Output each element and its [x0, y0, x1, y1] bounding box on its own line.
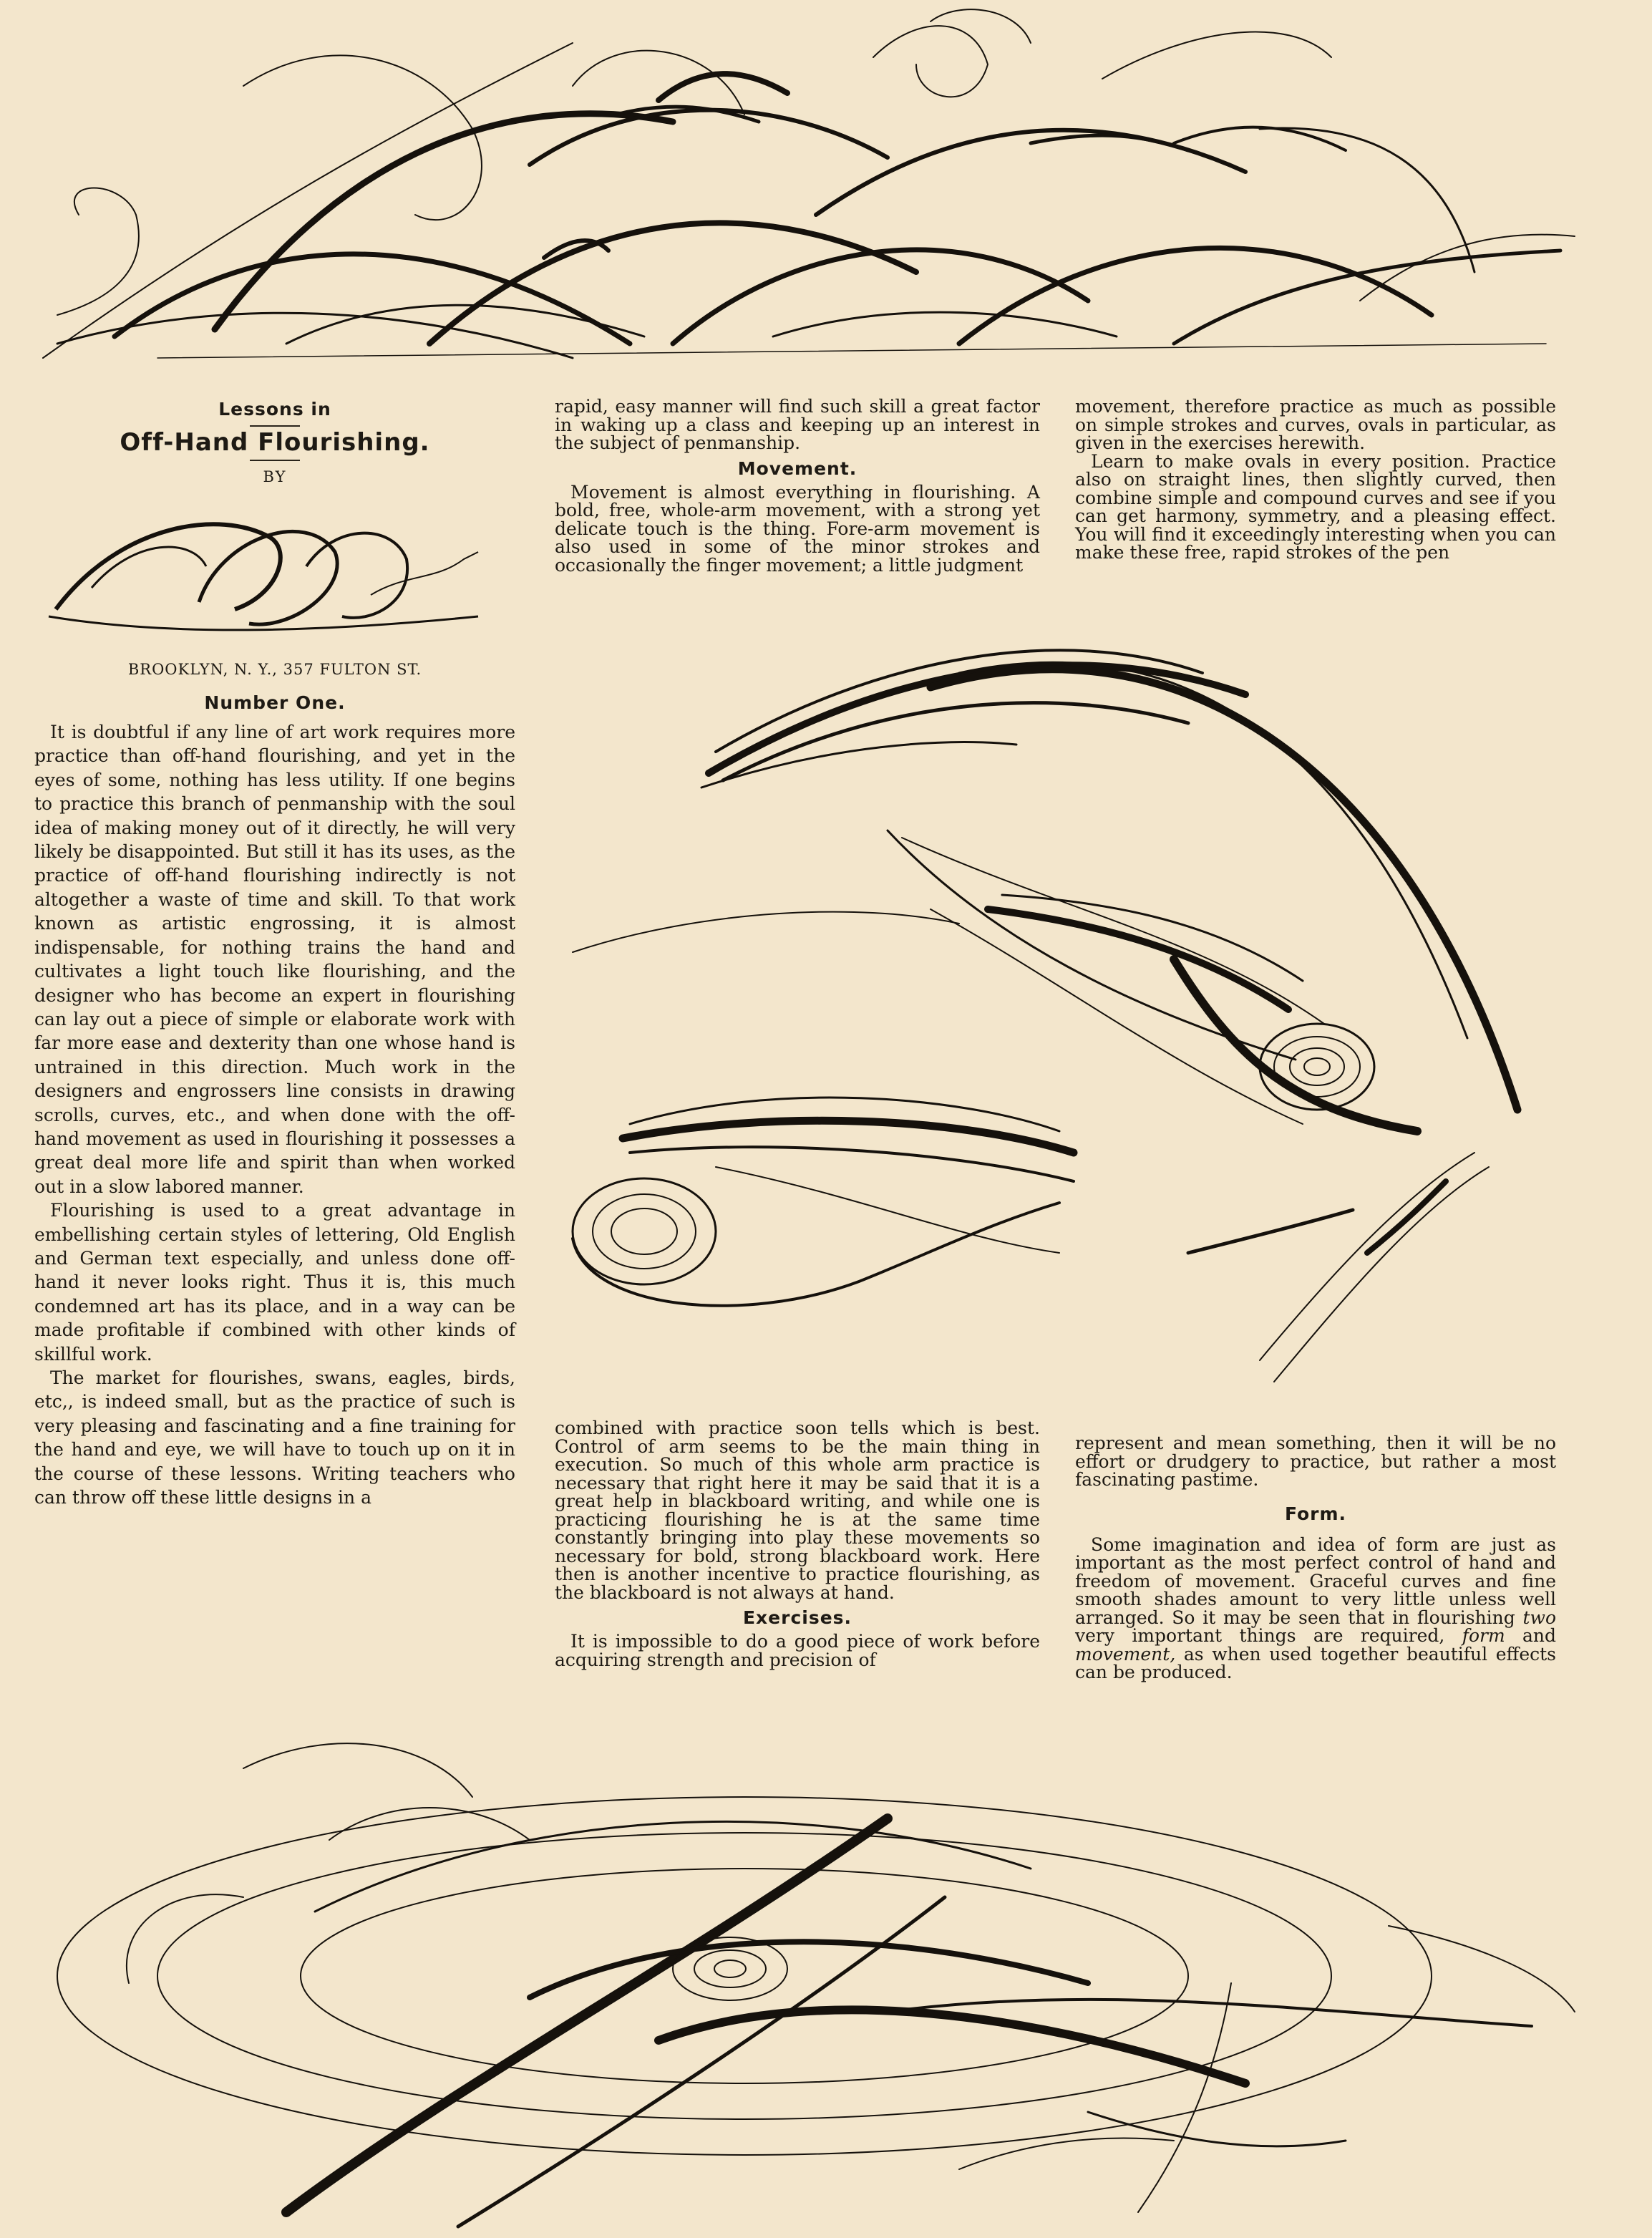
byline: BY [263, 468, 287, 485]
middle-column-top [555, 397, 1040, 574]
exercises-text: It is impossible to do a good piece of work before acquiring strength and precision of [555, 1631, 1040, 1670]
divider [250, 425, 300, 427]
movement-text: Movement is almost everything in flourishing. A bold, free, whole-arm movement, with a strong yet delicate touch is the thing. Fore-arm movement is also used in some of the minor strokes and occasionally the finger movement; a little judgment [555, 481, 1040, 576]
left-column [34, 397, 515, 1509]
form-text-end: as when used together beautiful effects can be produced. [1075, 1643, 1556, 1683]
center-flourish-exercises [558, 609, 1560, 1418]
address: BROOKLYN, N. Y., 357 FULTON ST. [127, 661, 422, 679]
author-signature [34, 495, 515, 645]
left-paragraph-1: It is doubtful if any line of art work requires more practice than off-hand flourishing, and yet in the eyes of some, nothing has less utility. If one begins to practice this branch of penmanship with the soul idea of making money out of it directly, he will very likely be disappointed. But still it has its uses, as the practice of off-hand flourishing indirectly is not altogether a waste of time and skill. To that work known as artistic engrossing, it is almost indispensable, for nothing trains the hand and cultivates a light touch like flourishing, and the designer who has become an expert in flourishing can lay out a piece of simple or elaborate work with far more ease and dexterity than one whose hand is untrained in this direction. Much work in the designers and engrossers line consists in drawing scrolls, curves, etc., and when done with the off-hand movement as used in flourishing it possesses a great deal more life and spirit than when worked out in a slow labored manner. [34, 722, 515, 1197]
movement-heading: Movement. [737, 457, 857, 479]
bottom-flourish-banner [29, 1711, 1618, 2234]
right-top-text-2: Learn to make ovals in every position. Practice also on straight lines, then slightly curved, then combine simple and compound curves and see if you can get harmony, symmetry, and a pleasing effect. You will find it exceedingly interesting when you can make these free, rapid strokes of the pen [1075, 450, 1556, 563]
form-em-movement: movement, [1075, 1643, 1176, 1665]
form-em-form: form [1462, 1625, 1505, 1647]
right-column-top [1075, 397, 1556, 562]
mid-bottom-text: combined with practice soon tells which is best. Control of arm seems to be the main thing in execution. So much of this whole arm practice is necessary that right here it may be said that it is a great help in blackboard writing, and while one is practicing flourishing he is at the same time constantly bringing into play these movements so necessary for bold, strong blackboard work. Here then is another incentive to practice flourishing, as the blackboard is not always at hand. [555, 1418, 1040, 1603]
top-flourish-banner [29, 0, 1603, 387]
article-kicker: Lessons in [218, 399, 331, 420]
mid-top-text: rapid, easy manner will find such skill a great factor in waking up a class and keeping up an interest in the subject of penmanship. [555, 396, 1040, 453]
divider [250, 460, 300, 461]
right-column-bottom [1075, 1434, 1556, 1682]
left-paragraph-3: The market for flourishes, swans, eagles, birds, etc,, is indeed small, but as the practice of such is very pleasing and fascinating and a fine training for the hand and eye, we will have to touch up on it in the course of these lessons. Writing teachers who can throw off these little designs in a [34, 1367, 515, 1508]
author-signature-graphic [34, 495, 515, 645]
number-heading: Number One. [204, 692, 346, 713]
form-text-and: and [1522, 1625, 1556, 1647]
middle-column-bottom [555, 1419, 1040, 1669]
form-text-start: Some imagination and idea of form are just as important as the most perfect control of hand and freedom of movement. Graceful curves and fine smooth shades amount to very little unless well arranged. So it may be seen that in flourishing [1075, 1534, 1556, 1628]
form-heading: Form. [1284, 1503, 1347, 1524]
form-em-two: two [1522, 1607, 1556, 1628]
right-top-text-1: movement, therefore practice as much as possible on simple strokes and curves, ovals in particular, as given in the exercises herewith. [1075, 396, 1556, 453]
form-text-mid: very important things are required, [1075, 1625, 1445, 1647]
right-bottom-text: represent and mean something, then it will be no effort or drudgery to practice, but rather a most fascinating pastime. [1075, 1433, 1556, 1490]
exercises-heading: Exercises. [742, 1607, 852, 1628]
form-text [1075, 1536, 1556, 1682]
article-title: Off-Hand Flourishing. [120, 428, 430, 457]
left-paragraph-2: Flourishing is used to a great advantage in embellishing certain styles of lettering, Old English and German text especially, and unless done off-hand it never looks right. Thus it is, this much condemned art has its place, and in a way can be made profitable if combined with other kinds of skillful work. [34, 1200, 515, 1365]
